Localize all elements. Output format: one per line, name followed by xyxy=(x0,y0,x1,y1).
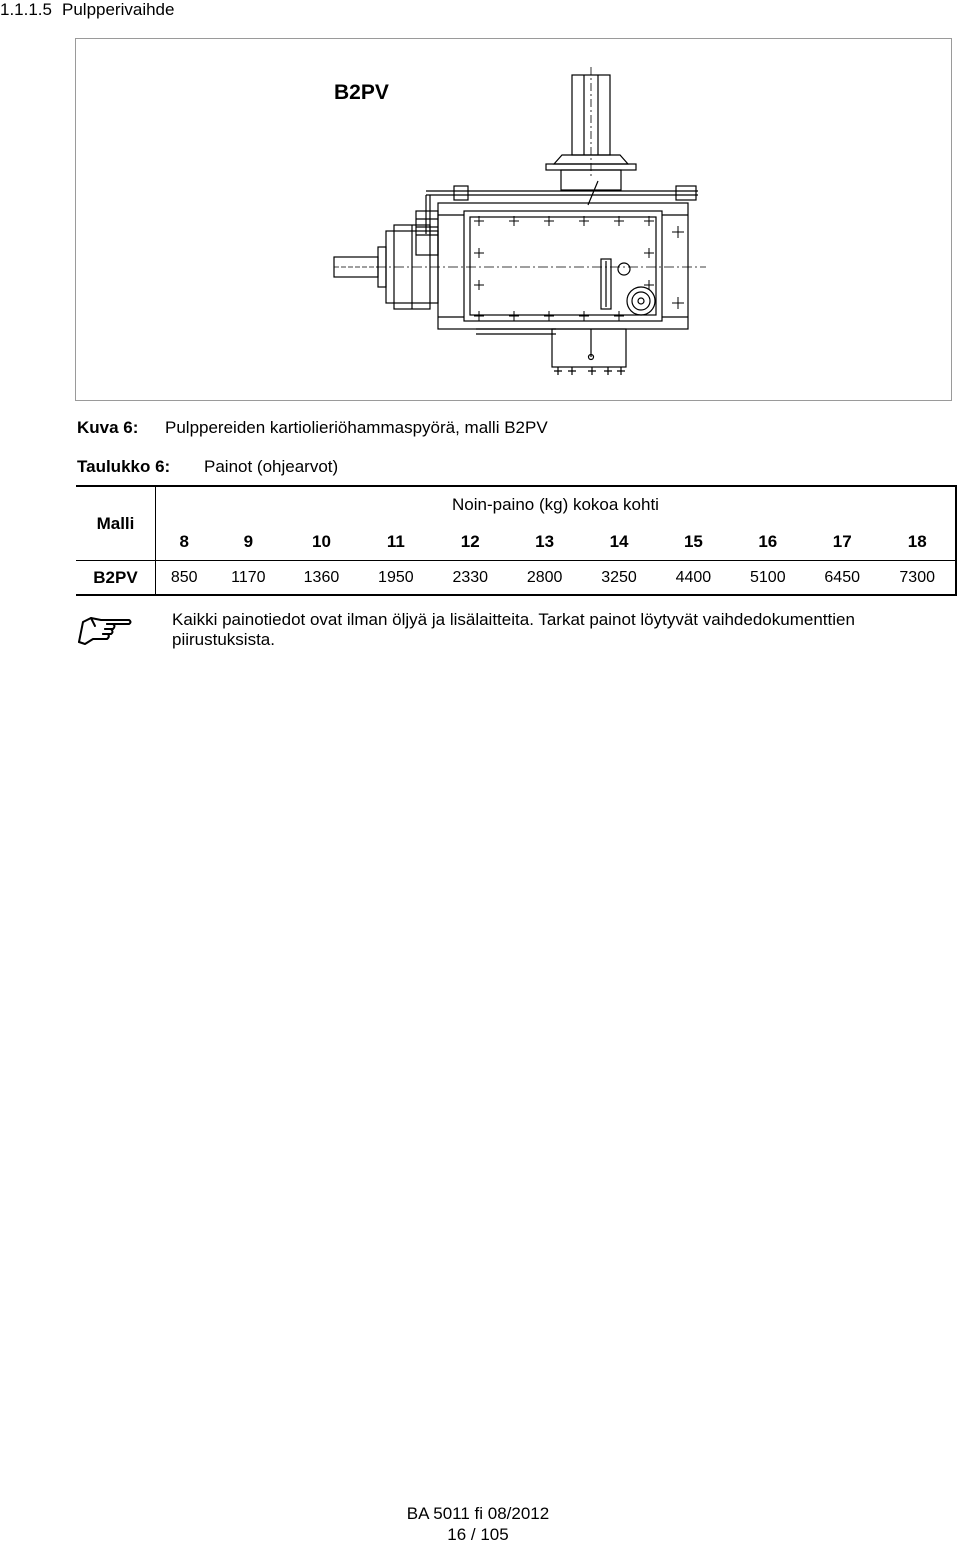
size-header: 9 xyxy=(212,523,284,561)
weight-group-header: Noin-paino (kg) kokoa kohti xyxy=(156,486,957,523)
size-header: 13 xyxy=(507,523,581,561)
table-caption xyxy=(77,457,338,477)
weights-table xyxy=(76,485,957,596)
pointing-hand-icon xyxy=(77,612,133,646)
weight-cell: 850 xyxy=(156,561,213,596)
figure-caption-label: Kuva 6: xyxy=(77,418,139,437)
lubrication-pipe xyxy=(426,181,698,234)
size-header: 10 xyxy=(284,523,358,561)
figure-title: B2PV xyxy=(334,81,389,104)
weight-cell: 2800 xyxy=(507,561,581,596)
weight-cell: 3250 xyxy=(582,561,656,596)
weight-cell: 6450 xyxy=(805,561,879,596)
weight-cell: 5100 xyxy=(731,561,805,596)
page-number: 16 / 105 xyxy=(447,1525,509,1544)
table-caption-text: Painot (ohjearvot) xyxy=(204,457,339,476)
gearbox-drawing xyxy=(76,39,953,402)
size-header: 18 xyxy=(879,523,956,561)
size-header: 15 xyxy=(656,523,730,561)
section-number: 1.1.1.5 xyxy=(0,0,52,19)
figure-caption-text: Pulppereiden kartiolieriöhammaspyörä, malli B2PV xyxy=(165,418,548,437)
weight-cell: 2330 xyxy=(433,561,507,596)
weight-cell: 4400 xyxy=(656,561,730,596)
input-flange xyxy=(334,211,438,309)
section-title: Pulpperivaihde xyxy=(62,0,175,19)
table-caption-label: Taulukko 6: xyxy=(77,457,171,476)
note-text: Kaikki painotiedot ovat ilman öljyä ja lisälaitteita. Tarkat painot löytyvät vaihdedokumenttien piirustuksista. xyxy=(172,610,855,649)
size-header: 11 xyxy=(359,523,433,561)
size-header: 16 xyxy=(731,523,805,561)
model-column-header: Malli xyxy=(76,486,156,561)
weight-cell: 1950 xyxy=(359,561,433,596)
row-model: B2PV xyxy=(76,561,156,596)
document-id: BA 5011 fi 08/2012 xyxy=(406,1504,550,1523)
table-row xyxy=(76,561,956,596)
section-heading xyxy=(0,0,174,20)
bottom-foot xyxy=(552,329,626,375)
weight-cell: 1360 xyxy=(284,561,358,596)
output-shaft xyxy=(546,67,636,190)
figure-frame xyxy=(75,38,952,401)
size-header: 12 xyxy=(433,523,507,561)
housing-bolts xyxy=(474,216,684,321)
page-footer xyxy=(0,1503,960,1545)
weight-cell: 1170 xyxy=(212,561,284,596)
figure-caption xyxy=(77,418,548,438)
weight-cell: 7300 xyxy=(879,561,956,596)
size-header: 14 xyxy=(582,523,656,561)
size-header: 8 xyxy=(156,523,213,561)
size-header: 17 xyxy=(805,523,879,561)
size-header-row xyxy=(76,523,956,561)
